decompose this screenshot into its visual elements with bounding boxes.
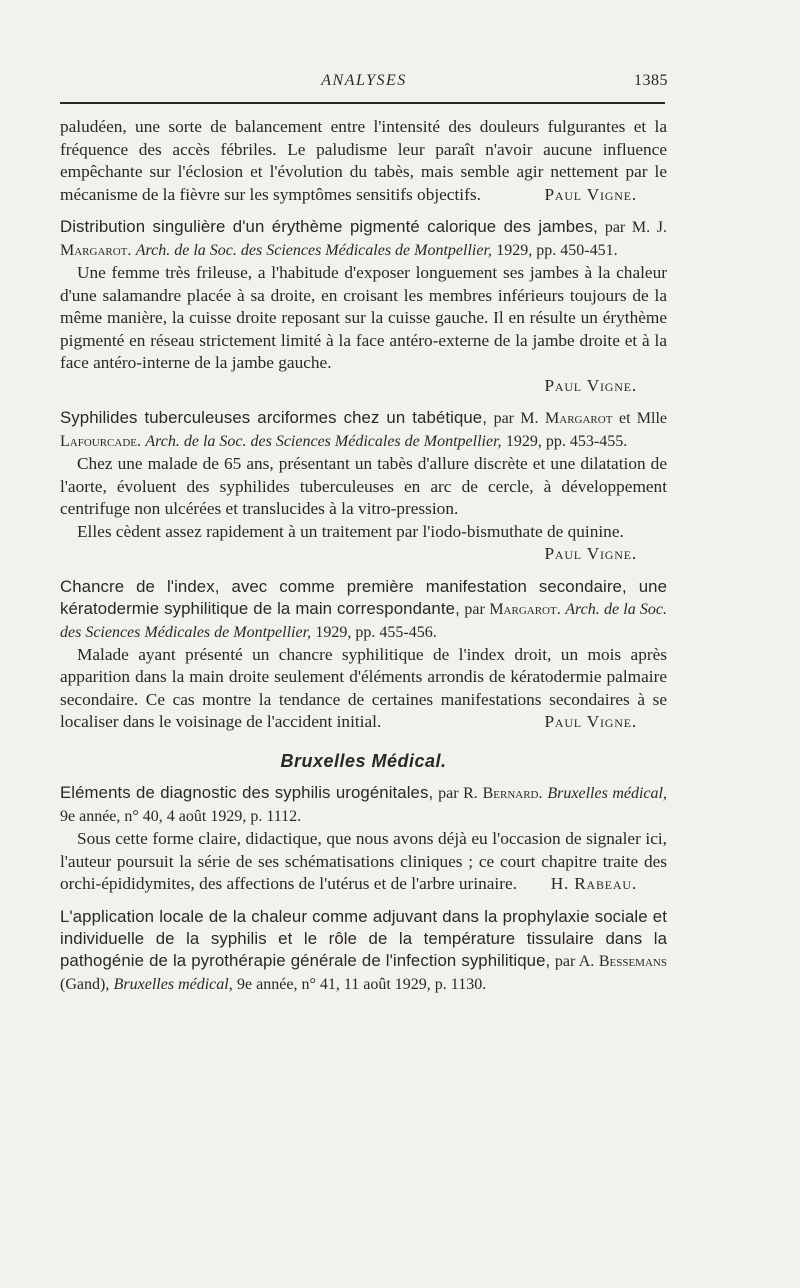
page-number: 1385: [634, 72, 668, 89]
signature: Paul Vigne.: [544, 375, 637, 395]
entry-body-text: Elles cèdent assez rapidement à un traitement par l'iodo-bismuthate de quinine.: [77, 521, 624, 541]
entry-body: [60, 262, 667, 375]
entry-journal: Arch. de la Soc. des Sciences Médicales de Montpellier,: [135, 242, 492, 259]
entry-journal: Bruxelles médical,: [547, 785, 667, 802]
signature: Paul Vigne.: [544, 184, 637, 204]
entry-application-chaleur: [60, 906, 667, 996]
entry-title: Chancre de l'index, avec comme première manifestation secondaire, une kératodermie syphilitique de la main correspondante,: [60, 576, 667, 618]
entry-body: [60, 521, 667, 563]
entry-by: par M. J.: [604, 219, 667, 236]
section-heading: Bruxelles Médical.: [280, 750, 447, 771]
entry-by: par A.: [554, 952, 595, 970]
entry-body-text: Malade ayant présenté un chancre syphilitique de l'index droit, un mois après apparition dans la main droite seulement d'éléments arrondis de kératodermie palmaire secondaire. Ce cas montre la tendance de certaines manifestations secondaires à se localiser dans le voisinage de l'accident initial.: [60, 644, 667, 731]
entry-body: [60, 828, 667, 896]
entry-title: Distribution singulière d'un érythème pigmenté calorique des jambes,: [60, 217, 598, 236]
entry-journal: Arch. de la Soc. des Sciences Médicales de Montpellier,: [145, 433, 502, 450]
entry-author: Bessemans: [598, 952, 667, 970]
page-body: [60, 116, 667, 996]
entry-title: L'application locale de la chaleur comme adjuvant dans la prophylaxie sociale et individuelle de la syphilis et le rôle de la température tissulaire dans la pathogénie de la pyrothérapie générale de l'infection syphilitique,: [60, 906, 667, 970]
entry-author: Margarot.: [489, 600, 561, 618]
running-head: [60, 72, 668, 96]
entry-coauthor: Lafourcade.: [60, 433, 142, 450]
entry-by: par: [464, 600, 485, 618]
entry-reference: 1929, pp. 450-451.: [496, 242, 618, 259]
entry-reference: 1929, pp. 455-456.: [315, 623, 437, 641]
entry-author: Bernard.: [482, 785, 543, 802]
header-rule: [60, 102, 665, 104]
running-head-title: ANALYSES: [321, 72, 407, 89]
entry-author: Margarot.: [60, 242, 132, 259]
entry-and: et Mlle: [619, 410, 667, 427]
entry-title: Eléments de diagnostic des syphilis urogénitales,: [60, 783, 434, 802]
entry-erytheme: [60, 216, 667, 262]
entry-reference: 9e année, n° 40, 4 août 1929, p. 1112.: [60, 808, 302, 825]
signature: H. Rabeau.: [550, 874, 637, 893]
entry-body-text: Une femme très frileuse, a l'habitude d'exposer longuement ses jambes à la chaleur d'une salamandre placée à sa droite, en croisant les membres inférieurs toujours de la même manière, la cuisse droite reposant sur la cuisse gauche. Il en résulte un érythème pigmenté en réseau strictement limité à la face antéro-externe de la jambe droite et à la face antéro-interne de la jambe gauche.: [60, 263, 667, 372]
entry-reference: 1929, pp. 453-455.: [505, 433, 628, 450]
entry-journal: Bruxelles médical,: [113, 975, 233, 993]
entry-by: par R.: [438, 785, 478, 802]
signature: Paul Vigne.: [544, 544, 637, 563]
entry-place: (Gand),: [60, 975, 110, 993]
signature: Paul Vigne.: [544, 712, 637, 731]
entry-body-text: Sous cette forme claire, didactique, que nous avons déjà eu l'occasion de signaler ici, l'auteur poursuit la série de ses schématisations cliniques ; ce court chapitre traite des orchi-épididymites, des affections de l'utérus et de l'arbre urinaire.: [60, 829, 667, 893]
entry-body: [60, 644, 667, 734]
entry-reference: 9e année, n° 41, 11 août 1929, p. 1130.: [237, 975, 487, 993]
entry-body: [60, 453, 667, 521]
continued-paragraph: [60, 116, 667, 206]
entry-body-text: Chez une malade de 65 ans, présentant un tabès d'allure discrète et une dilatation de l'aorte, évoluent des syphilides tuberculeuses en arc de cercle, à développement centrifuge non ulcérées et translucides à la vitro-pression.: [60, 454, 667, 518]
entry-author: Margarot: [545, 410, 613, 427]
entry-journal: Arch. de la Soc. des Sciences Médicales de Montpellier,: [60, 600, 668, 641]
paragraph-text: paludéen, une sorte de balancement entre l'intensité des douleurs fulgurantes et la fréquence des accès fébriles. Le paludisme leur paraît n'avoir aucune influence empêchante sur l'éclosion et l'évolution du tabès, mais semble agir nettement par le mécanisme de la fièvre sur les symptômes sensitifs objectifs.: [60, 117, 667, 204]
entry-syphilides: [60, 407, 667, 453]
entry-chancre: [60, 576, 667, 644]
entry-title: Syphilides tuberculeuses arciformes chez un tabétique,: [60, 408, 488, 427]
entry-by: par M.: [493, 410, 539, 427]
entry-diagnostic: [60, 782, 667, 828]
